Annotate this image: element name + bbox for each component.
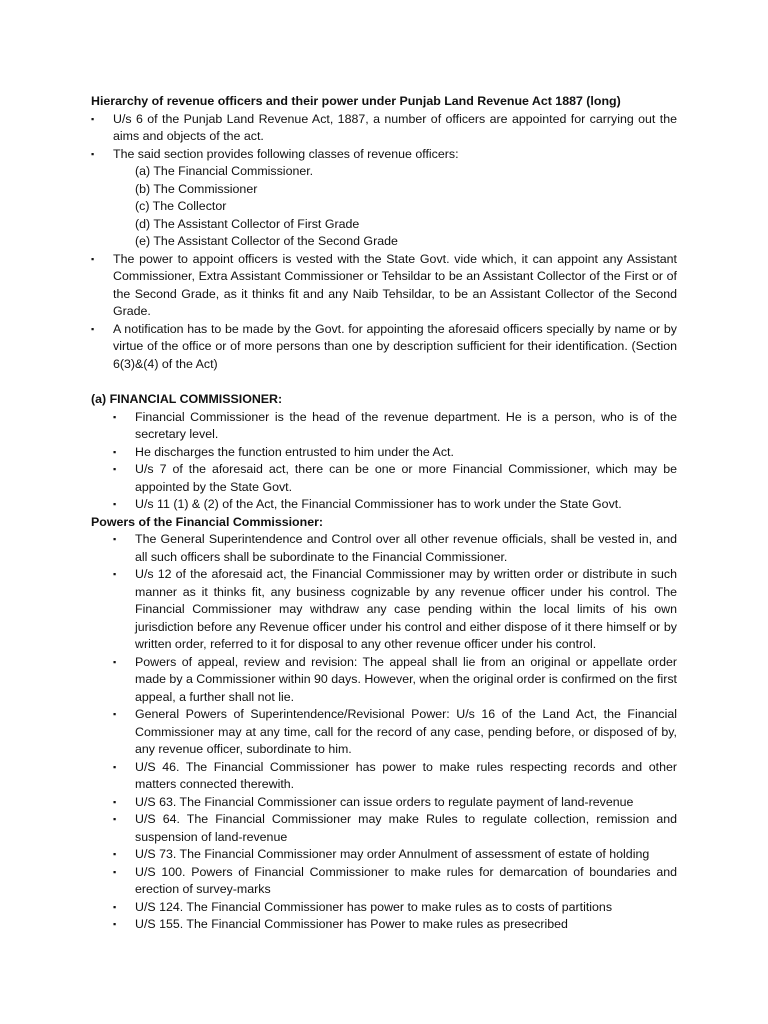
- square-bullet-icon: ▪: [91, 323, 95, 334]
- list-item: ▪ U/S 124. The Financial Commissioner has power to make rules as to costs of partitions: [91, 899, 677, 917]
- list-item: ▪ The said section provides following classes of revenue officers:: [91, 146, 677, 164]
- list-item: ▪ U/S 100. Powers of Financial Commissioner to make rules for demarcation of boundaries and erection of survey-marks: [113, 864, 677, 896]
- section-spacer: [91, 373, 677, 391]
- intro-list: [91, 111, 677, 164]
- square-bullet-icon: ▪: [91, 113, 95, 124]
- list-item: ▪ U/S 155. The Financial Commissioner has Power to make rules as presecribed: [91, 916, 677, 934]
- square-bullet-icon: ▪: [91, 253, 95, 264]
- square-bullet-icon: ▪: [113, 814, 117, 824]
- list-item: ▪ U/s 6 of the Punjab Land Revenue Act, 1887, a number of officers are appointed for carrying out the aims and objects of the act.: [91, 111, 677, 143]
- list-item: (a) The Financial Commissioner.: [135, 164, 314, 178]
- square-bullet-icon: ▪: [113, 796, 117, 807]
- financial-commissioner-list: [91, 409, 677, 514]
- square-bullet-icon: ▪: [113, 464, 117, 474]
- list-item: ▪ U/S 73. The Financial Commissioner may order Annulment of assessment of estate of holding: [91, 846, 677, 864]
- list-item: ▪ General Powers of Superintendence/Revisional Power: U/s 16 of the Land Act, the Financial Commissioner may at any time, call for the record of any case, pending before, or disposed of by, any revenue officer, subordinate to him.: [113, 707, 677, 756]
- list-item: ▪ U/S 63. The Financial Commissioner can issue orders to regulate payment of land-revenue: [91, 794, 677, 812]
- list-item: ▪ A notification has to be made by the Govt. for appointing the aforesaid officers specially by name or by virtue of the office or of more persons than one by description sufficient for their identification. (Section 6(3)&(4) of the Act): [91, 321, 677, 371]
- list-item: (c) The Collector: [135, 199, 227, 213]
- list-item: ▪ U/S 64. The Financial Commissioner may make Rules to regulate collection, remission and suspension of land-revenue: [113, 812, 677, 844]
- list-item: ▪ Financial Commissioner is the head of the revenue department. He is a person, who is of the secretary level.: [113, 409, 677, 441]
- list-item: (b) The Commissioner: [135, 181, 258, 196]
- financial-commissioner-heading: (a) FINANCIAL COMMISSIONER:: [91, 392, 283, 406]
- powers-heading: Powers of the Financial Commissioner:: [91, 514, 324, 529]
- square-bullet-icon: ▪: [113, 866, 117, 877]
- list-item: ▪ U/s 7 of the aforesaid act, there can be one or more Financial Commissioner, which may be appointed by the State Govt.: [113, 462, 677, 494]
- square-bullet-icon: ▪: [113, 919, 117, 929]
- square-bullet-icon: ▪: [113, 499, 117, 509]
- square-bullet-icon: ▪: [113, 901, 117, 912]
- list-item: ▪ The power to appoint officers is vested with the State Govt. vide which, it can appoint any Assistant Commissioner, Extra Assistant Commissioner or Tehsildar to be an Assistant Collector of the First or of the Second Grade, as it thinks fit and any Naib Tehsildar, to be an Assistant Collector of the Second Grade.: [91, 251, 677, 318]
- square-bullet-icon: ▪: [91, 148, 95, 159]
- list-item: (d) The Assistant Collector of First Grade: [135, 216, 360, 231]
- list-item: ▪ U/s 12 of the aforesaid act, the Financial Commissioner may by written order or distribute in such manner as it thinks fit, any business cognizable by any revenue officer under his control. The Financial Commissioner may withdraw any case pending within the local limits of his own jurisdiction before any Revenue officer under his control and either dispose of it there himself or by written order, referred to it for disposal to any other revenue officer under his control.: [113, 567, 677, 651]
- square-bullet-icon: ▪: [113, 761, 117, 772]
- list-item: ▪ Powers of appeal, review and revision: The appeal shall lie from an original or appellate order made by a Commissioner within 90 days. However, when the original order is confirmed on the first appeal, a further shall not lie.: [113, 654, 677, 704]
- square-bullet-icon: ▪: [113, 446, 117, 457]
- document-title: Hierarchy of revenue officers and their power under Punjab Land Revenue Act 1887 (long): [91, 94, 621, 108]
- intro-list-continued: [91, 251, 677, 374]
- square-bullet-icon: ▪: [113, 656, 117, 667]
- list-item: ▪ He discharges the function entrusted to him under the Act.: [91, 444, 677, 462]
- square-bullet-icon: ▪: [113, 849, 117, 859]
- list-item: ▪ The General Superintendence and Control over all other revenue officials, shall be vested in, and all such officers shall be subordinate to the Financial Commissioner.: [113, 532, 677, 564]
- list-item: ▪ U/S 46. The Financial Commissioner has power to make rules respecting records and other matters connected therewith.: [113, 759, 677, 791]
- powers-list: [91, 531, 677, 934]
- square-bullet-icon: ▪: [113, 709, 117, 719]
- square-bullet-icon: ▪: [113, 569, 117, 579]
- list-item: ▪ U/s 11 (1) & (2) of the Act, the Financial Commissioner has to work under the State Govt.: [91, 496, 677, 514]
- square-bullet-icon: ▪: [113, 534, 117, 544]
- square-bullet-icon: ▪: [113, 411, 117, 422]
- list-item: (e) The Assistant Collector of the Second Grade: [135, 234, 398, 248]
- officer-classes-list: [91, 163, 677, 251]
